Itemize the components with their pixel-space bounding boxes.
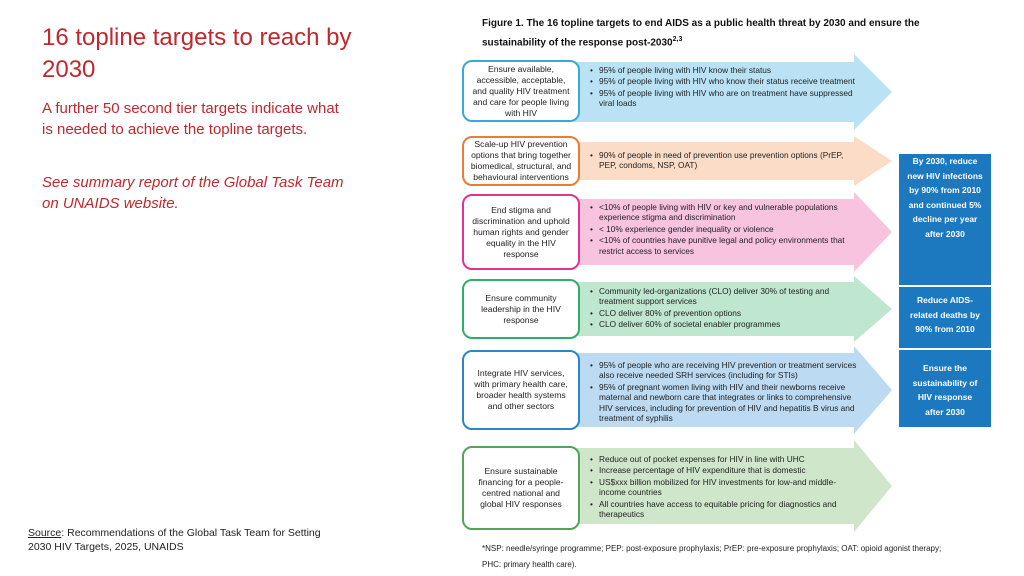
target-item: • <10% of countries have punitive legal and policy environments that restrict access to services	[590, 235, 862, 256]
target-item: • CLO deliver 80% of prevention options	[590, 308, 862, 318]
goal-box: End stigma and discrimination and uphold human rights and gender equality in the HIV response	[462, 194, 580, 270]
target-item: • 95% of pregnant women living with HIV and their newborns receive maternal and newborn care that integrates or links to comprehensive HIV services, including for prevention of HIV and hepatitis B virus and treatment of syphilis	[590, 382, 862, 424]
target-item: • 90% of people in need of prevention use prevention options (PrEP, PEP, condoms, NSP, OAT)	[590, 150, 862, 171]
goal-box: Ensure available, accessible, acceptable, and quality HIV treatment and care for people living with HIV	[462, 60, 580, 122]
panel-divider	[899, 285, 991, 287]
figure-caption	[482, 16, 952, 51]
figure-caption-sup: 2,3	[672, 36, 683, 43]
target-list	[590, 150, 862, 172]
target-list	[590, 454, 862, 520]
target-item: • 95% of people living with HIV know their status	[590, 65, 862, 75]
source-note	[28, 526, 328, 554]
target-item: • 95% of people who are receiving HIV prevention or treatment services also receive needed SRH services (including for STIs)	[590, 360, 862, 381]
figure-caption-text: Figure 1. The 16 topline targets to end AIDS as a public health threat by 2030 and ensure the sustainability of the response post-2030	[482, 18, 920, 49]
goal-box: Scale-up HIV prevention options that bring together biomedical, structural, and behavioural interventions	[462, 136, 580, 186]
target-list	[590, 65, 862, 110]
goal-box: Integrate HIV services, with primary health care, broader health systems and other sectors	[462, 350, 580, 430]
unaids-report-link[interactable]: See summary report of the Global Task Team on UNAIDS website.	[42, 174, 344, 212]
goal-box: Ensure community leadership in the HIV response	[462, 279, 580, 339]
target-list	[590, 286, 862, 331]
panel-divider	[899, 348, 991, 350]
target-item: • 95% of people living with HIV who know their status receive treatment	[590, 76, 862, 86]
target-item: • US$xxx billion mobilized for HIV investments for low-and middle-income countries	[590, 477, 862, 498]
target-item: • Community led-organizations (CLO) deliver 30% of testing and treatment support services	[590, 286, 862, 307]
target-list	[590, 360, 862, 424]
figure-footnote: *NSP: needle/syringe programme; PEP: post-exposure prophylaxis; PrEP: pre-exposure prophylaxis; OAT: opioid agonist therapy; PHC: primary health care).	[482, 544, 942, 569]
target-item: • All countries have access to equitable pricing for diagnostics and therapeutics	[590, 499, 862, 520]
target-item: • <10% of people living with HIV or key and vulnerable populations experience stigma and discrimination	[590, 202, 862, 223]
source-text: : Recommendations of the Global Task Team for Setting 2030 HIV Targets, 2025, UNAIDS	[28, 527, 321, 553]
impact-goal-deaths: Reduce AIDS-related deaths by 90% from 2010	[910, 295, 980, 334]
target-item: • 95% of people living with HIV who are on treatment have suppressed viral loads	[590, 88, 862, 109]
source-label: Source	[28, 527, 62, 539]
target-item: • < 10% experience gender inequality or violence	[590, 224, 862, 234]
target-item: • Increase percentage of HIV expenditure that is domestic	[590, 465, 862, 475]
slide-title: 16 topline targets to reach by 2030	[42, 24, 352, 83]
target-item: • CLO deliver 60% of societal enabler programmes	[590, 319, 862, 329]
target-list	[590, 202, 862, 257]
goal-box: Ensure sustainable financing for a people-centred national and global HIV responses	[462, 446, 580, 530]
impact-goal-sustainability: Ensure the sustainability of HIV response after 2030	[912, 363, 978, 417]
target-item: • Reduce out of pocket expenses for HIV in line with UHC	[590, 454, 862, 464]
impact-goal-infections: By 2030, reduce new HIV infections by 90% from 2010 and continued 5% decline per year after 2030	[907, 156, 983, 239]
impact-goals-panel	[899, 154, 991, 427]
slide-subtitle: A further 50 second tier targets indicate what is needed to achieve the topline targets.	[42, 100, 339, 138]
